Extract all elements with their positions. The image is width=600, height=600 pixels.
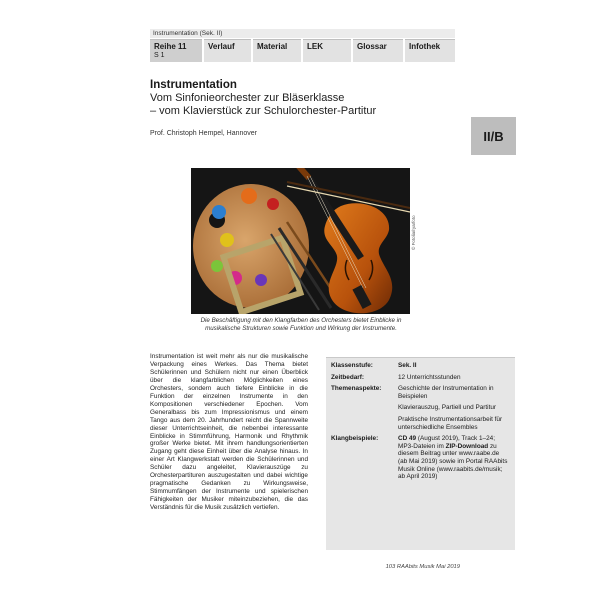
tab-lek[interactable]	[303, 39, 351, 62]
cd-number: CD 49	[398, 435, 417, 443]
info-value	[398, 435, 510, 481]
info-key: Klangbeispiele:	[331, 435, 379, 443]
info-row-zeitbedarf	[331, 374, 510, 382]
section-marker: II/B	[471, 117, 516, 155]
article-title: Instrumentation	[150, 79, 237, 91]
info-row-themen	[331, 385, 510, 431]
tab-material-label: Material	[257, 42, 288, 51]
author: Prof. Christoph Hempel, Hannover	[150, 130, 257, 137]
info-key: Klassenstufe:	[331, 362, 373, 369]
article-subtitle	[150, 92, 376, 118]
page-footer: 103 RAAbits Musik Mai 2019	[385, 564, 460, 570]
subtitle-line-1: Vom Sinfonieorchester zur Bläserklasse	[150, 92, 345, 104]
tab-reihe-sub: S 1	[154, 52, 165, 59]
tab-reihe[interactable]	[150, 39, 202, 62]
intro-text: Instrumentation ist weit mehr als nur die musikalische Verpackung eines Werkes. Das Thema bietet Schülerinnen und Schülern nicht nur einen Überblick über die klangfarblichen Möglichkeiten eines Orchesters, sondern auch tiefere Einblicke in die Funktion der einzelnen Instrumente in den Kompositionen verschiedener Epochen. Vom Generalbass bis zum Impressionismus und einem Tango aus dem 20. Jahrhundert reicht die Spannweite dieser Unterrichtseinheit, die nebenbei interessante Einblicke in Stimmführung, Harmonik und Rhythmik großer Werke bietet. Mit ihrem handlungsorientierten Zugang geht diese Einheit über die Analyse hinaus. In einer Art Klangwerkstatt werden die Schülerinnen und Schüler dazu angeleitet, Klavierauszüge zu Orchesterpartituren auszugestalten und dabei wichtige pragmatische Gedanken zu Wirkungsweise, Stimmumfängen der Instrumente und spielerischen Fähigkeiten der Musiker miteinzubeziehen, die das Verständnis für die Musik zusätzlich vertiefen.	[150, 353, 308, 512]
themen-item: Geschichte der Instrumentation in Beispielen	[398, 385, 494, 400]
series-header: Instrumentation (Sek. II)	[150, 29, 455, 38]
tab-glossar[interactable]	[353, 39, 403, 62]
info-value: Sek. II	[398, 362, 417, 369]
tab-reihe-label: Reihe 11	[154, 42, 187, 51]
info-value	[398, 385, 510, 431]
photo-caption	[172, 317, 430, 333]
tab-glossar-label: Glossar	[357, 42, 387, 51]
tab-material[interactable]	[253, 39, 301, 62]
tab-verlauf-label: Verlauf	[208, 42, 235, 51]
info-key: Themenaspekte:	[331, 385, 382, 393]
info-key: Zeitbedarf:	[331, 373, 365, 381]
caption-line-1: Die Beschäftigung mit den Klangfarben des Orchesters bietet Einblicke in	[200, 317, 402, 324]
tab-verlauf[interactable]	[204, 39, 251, 62]
subtitle-line-2: – vom Klavierstück zur Schulorchester-Partitur	[150, 105, 377, 117]
tab-infothek[interactable]	[405, 39, 455, 62]
photo-credit: © Fotolia/ryarfoto	[411, 215, 416, 250]
section-tabs	[150, 39, 455, 62]
themen-item: Praktische Instrumentationsarbeit für unterschiedliche Ensembles	[398, 415, 503, 431]
tab-lek-label: LEK	[307, 42, 323, 51]
info-box	[326, 357, 515, 550]
zip-download-label: ZIP-Download	[445, 442, 489, 450]
info-row-klassenstufe	[331, 362, 510, 370]
cover-photo	[191, 168, 410, 314]
themen-item: Klavierauszug, Partiell und Partitur	[398, 404, 497, 412]
violin-palette-illustration	[191, 168, 410, 314]
info-row-klangbeispiele	[331, 435, 510, 481]
download-details: zu diesem Beitrag unter www.raabe.de (ab Mai 2019) sowie im Portal RAAbits Musik Online (www.raabits.de/musik; ab April 2019)	[398, 442, 508, 481]
info-value: 12 Unterrichtsstunden	[398, 373, 461, 381]
caption-line-2: musikalische Strukturen sowie Funktion und Wirkung der Instrumente.	[205, 325, 397, 332]
tab-infothek-label: Infothek	[409, 42, 441, 51]
cd-details: (August 2019), Track 1–24; MP3-Dateien im	[398, 435, 495, 450]
